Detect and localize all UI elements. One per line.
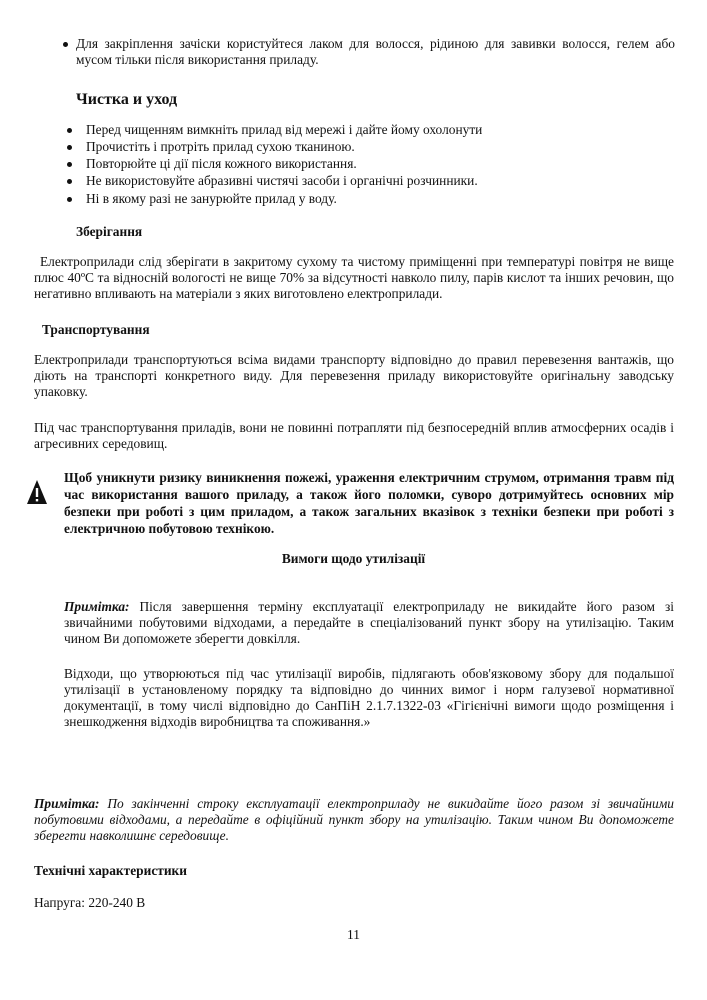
list-item: Перед чищенням вимкніть прилад від мережі і дайте йому охолонути <box>64 122 684 139</box>
bullet-dot-icon <box>63 42 68 47</box>
bullet-dot-icon <box>67 179 72 184</box>
bullet-dot-icon <box>67 197 72 202</box>
intro-bullet <box>55 36 675 68</box>
storage-text: Електроприлади слід зберігати в закритому сухому та чистому приміщенні при температурі повітря не вище плюс 40ºС та відносній вологості не вище 70% за відсутності навколо пилу, парів кислот та інших речовин, що негативно впливають на матеріали з яких виготовлено електроприлади. <box>34 254 674 301</box>
list-item: Прочистіть і протріть прилад сухою тканиною. <box>64 139 684 156</box>
disposal-note <box>64 599 674 647</box>
intro-bullet-text: Для закріплення зачіски користуйтеся лаком для волосся, рідиною для завивки волосся, гелем або мусом тільки після використання приладу. <box>76 36 675 67</box>
specs-voltage: Напруга: 220-240 В <box>34 895 146 910</box>
cleaning-heading: Чистка и уход <box>76 91 178 108</box>
note2 <box>34 796 674 844</box>
page-number: 11 <box>347 927 360 942</box>
note2-text: По закінченні строку експлуатації електроприладу не викидайте його разом зі звичайними побутовими відходами, а передайте в офіційний пункт збору на утилізацію. Таким чином Ви допоможете зберегти навколишнє середовище. <box>34 796 674 843</box>
disposal-note-label: Примітка: <box>64 599 130 614</box>
cleaning-list <box>64 122 684 208</box>
warning-triangle-icon <box>26 479 48 505</box>
specs-heading: Технічні характеристики <box>34 863 187 878</box>
transport-heading: Транспортування <box>42 322 150 337</box>
disposal-heading: Вимоги щодо утилізації <box>281 551 426 566</box>
bullet-dot-icon <box>67 128 72 133</box>
list-item: Не використовуйте абразивні чистячі засоби і органічні розчинники. <box>64 173 684 191</box>
bullet-dot-icon <box>67 145 72 150</box>
list-item: Повторюйте ці дії після кожного використання. <box>64 156 684 173</box>
list-item: Ні в якому разі не занурюйте прилад у воду. <box>64 191 684 208</box>
note2-label: Примітка: <box>34 796 100 811</box>
transport-paragraph-2: Під час транспортування приладів, вони не повинні потрапляти під безпосередній вплив атмосферних осадів і агресивних середовищ. <box>34 420 674 451</box>
disposal-note-text: Після завершення терміну експлуатації електроприладу не викидайте його разом зі звичайними побутовими відходами, а передайте в спеціалізований пункт збору на утилізацію. Таким чином Ви допоможете зберегти довкілля. <box>64 599 674 646</box>
disposal-paragraph: Відходи, що утворюються під час утилізації виробів, підлягають обов'язковому збору для подальшої утилізації в установленому порядку та відповідно до чинних вимог і норм галузевої нормативної документації, в тому числі відповідно до СанПіН 2.1.7.1322-03 «Гігієнічні вимоги щодо розміщення і знешкодження відходів виробництва та споживання.» <box>64 666 674 729</box>
warning-text: Щоб уникнути ризику виникнення пожежі, ураження електричним струмом, отримання травм під час використання вашого приладу, а також його поломки, суворо дотримуйтесь основних мір безпеки при роботі з цим приладом, а також загальних вказівок з техніки безпеки при роботі з електричною побутовою технікою. <box>64 470 674 536</box>
storage-heading: Зберігання <box>76 224 143 239</box>
transport-paragraph-1: Електроприлади транспортуються всіма видами транспорту відповідно до правил перевезення вантажів, що діють на транспорті конкретного виду. Для перевезення приладу використовуйте оригінальну заводську упаковку. <box>34 352 674 399</box>
bullet-dot-icon <box>67 162 72 167</box>
